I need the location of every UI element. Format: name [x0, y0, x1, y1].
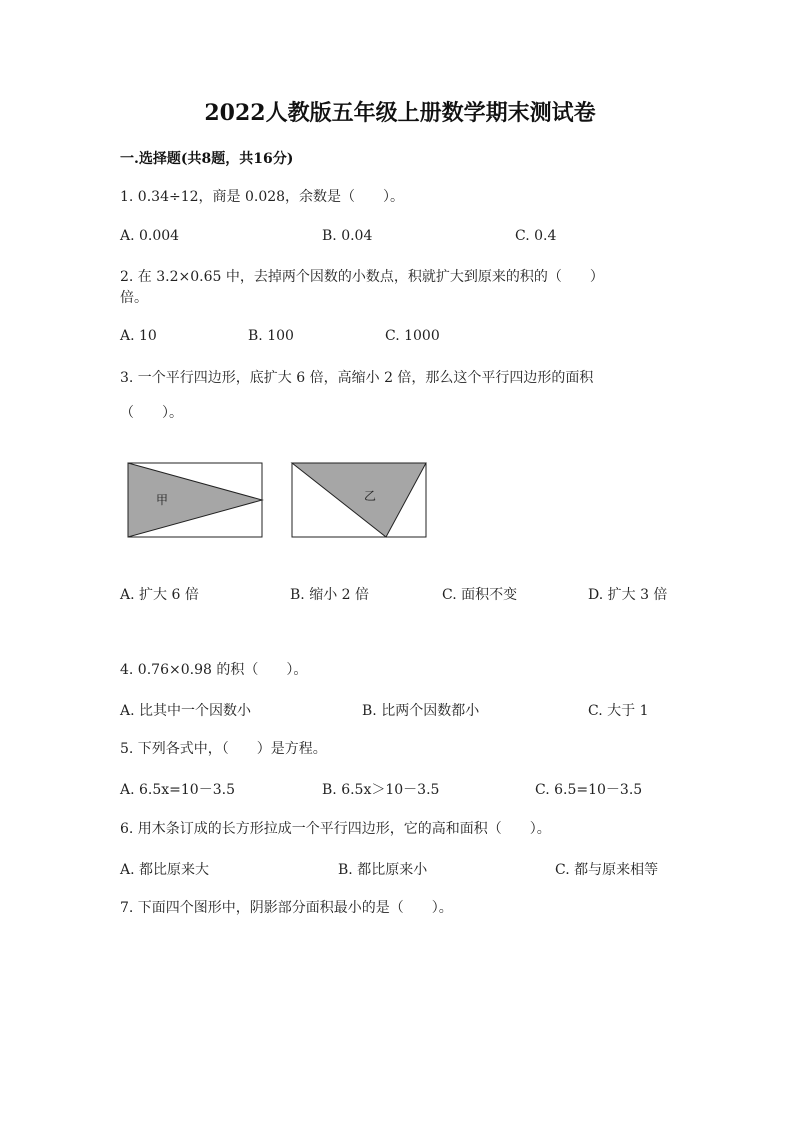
question-3-line-2: （ ）。	[120, 405, 183, 421]
q4-option-c: C. 大于 1	[588, 703, 649, 719]
q2-option-b: B. 100	[248, 328, 294, 344]
figure-yi	[292, 463, 426, 537]
question-2-line-2: 倍。	[120, 290, 148, 306]
q3-option-b: B. 缩小 2 倍	[290, 587, 369, 603]
q3-option-a: A. 扩大 6 倍	[120, 587, 199, 603]
question-2-line-1: 2. 在 3.2×0.65 中，去掉两个因数的小数点，积就扩大到原来的积的（ ）	[120, 269, 604, 285]
q6-option-c: C. 都与原来相等	[555, 862, 659, 878]
figure-jia	[128, 463, 262, 537]
figure-yi-shaded-triangle	[292, 463, 426, 537]
figure-jia-label: 甲	[156, 493, 169, 507]
figure-yi-label: 乙	[364, 489, 377, 503]
q6-option-b: B. 都比原来小	[338, 862, 428, 878]
q5-option-b: B. 6.5x＞10－3.5	[322, 782, 440, 798]
q2-option-c: C. 1000	[385, 328, 440, 344]
page-title: 2022人教版五年级上册数学期末测试卷	[204, 100, 596, 126]
q5-option-c: C. 6.5=10－3.5	[535, 782, 643, 798]
question-6: 6. 用木条订成的长方形拉成一个平行四边形，它的高和面积（ ）。	[120, 821, 551, 837]
question-7: 7. 下面四个图形中，阴影部分面积最小的是（ ）。	[120, 900, 453, 916]
q3-figures	[120, 455, 430, 540]
question-1: 1. 0.34÷12，商是 0.028，余数是（ ）。	[120, 189, 405, 205]
section-heading: 一.选择题(共8题，共16分)	[120, 151, 294, 167]
q4-option-a: A. 比其中一个因数小	[120, 703, 252, 719]
q2-option-a: A. 10	[120, 328, 157, 344]
q1-option-a: A. 0.004	[120, 228, 180, 244]
q4-option-b: B. 比两个因数都小	[362, 703, 480, 719]
q1-option-c: C. 0.4	[515, 228, 557, 244]
q3-option-c: C. 面积不变	[442, 587, 518, 603]
figure-jia-shaded-triangle	[128, 463, 262, 537]
q5-option-a: A. 6.5x=10－3.5	[120, 782, 235, 798]
q1-option-b: B. 0.04	[322, 228, 373, 244]
question-5: 5. 下列各式中，（ ）是方程。	[120, 741, 327, 757]
question-4: 4. 0.76×0.98 的积（ ）。	[120, 662, 308, 678]
q6-option-a: A. 都比原来大	[120, 862, 210, 878]
question-3-line-1: 3. 一个平行四边形，底扩大 6 倍，高缩小 2 倍，那么这个平行四边形的面积	[120, 370, 594, 386]
q3-option-d: D. 扩大 3 倍	[588, 587, 668, 603]
